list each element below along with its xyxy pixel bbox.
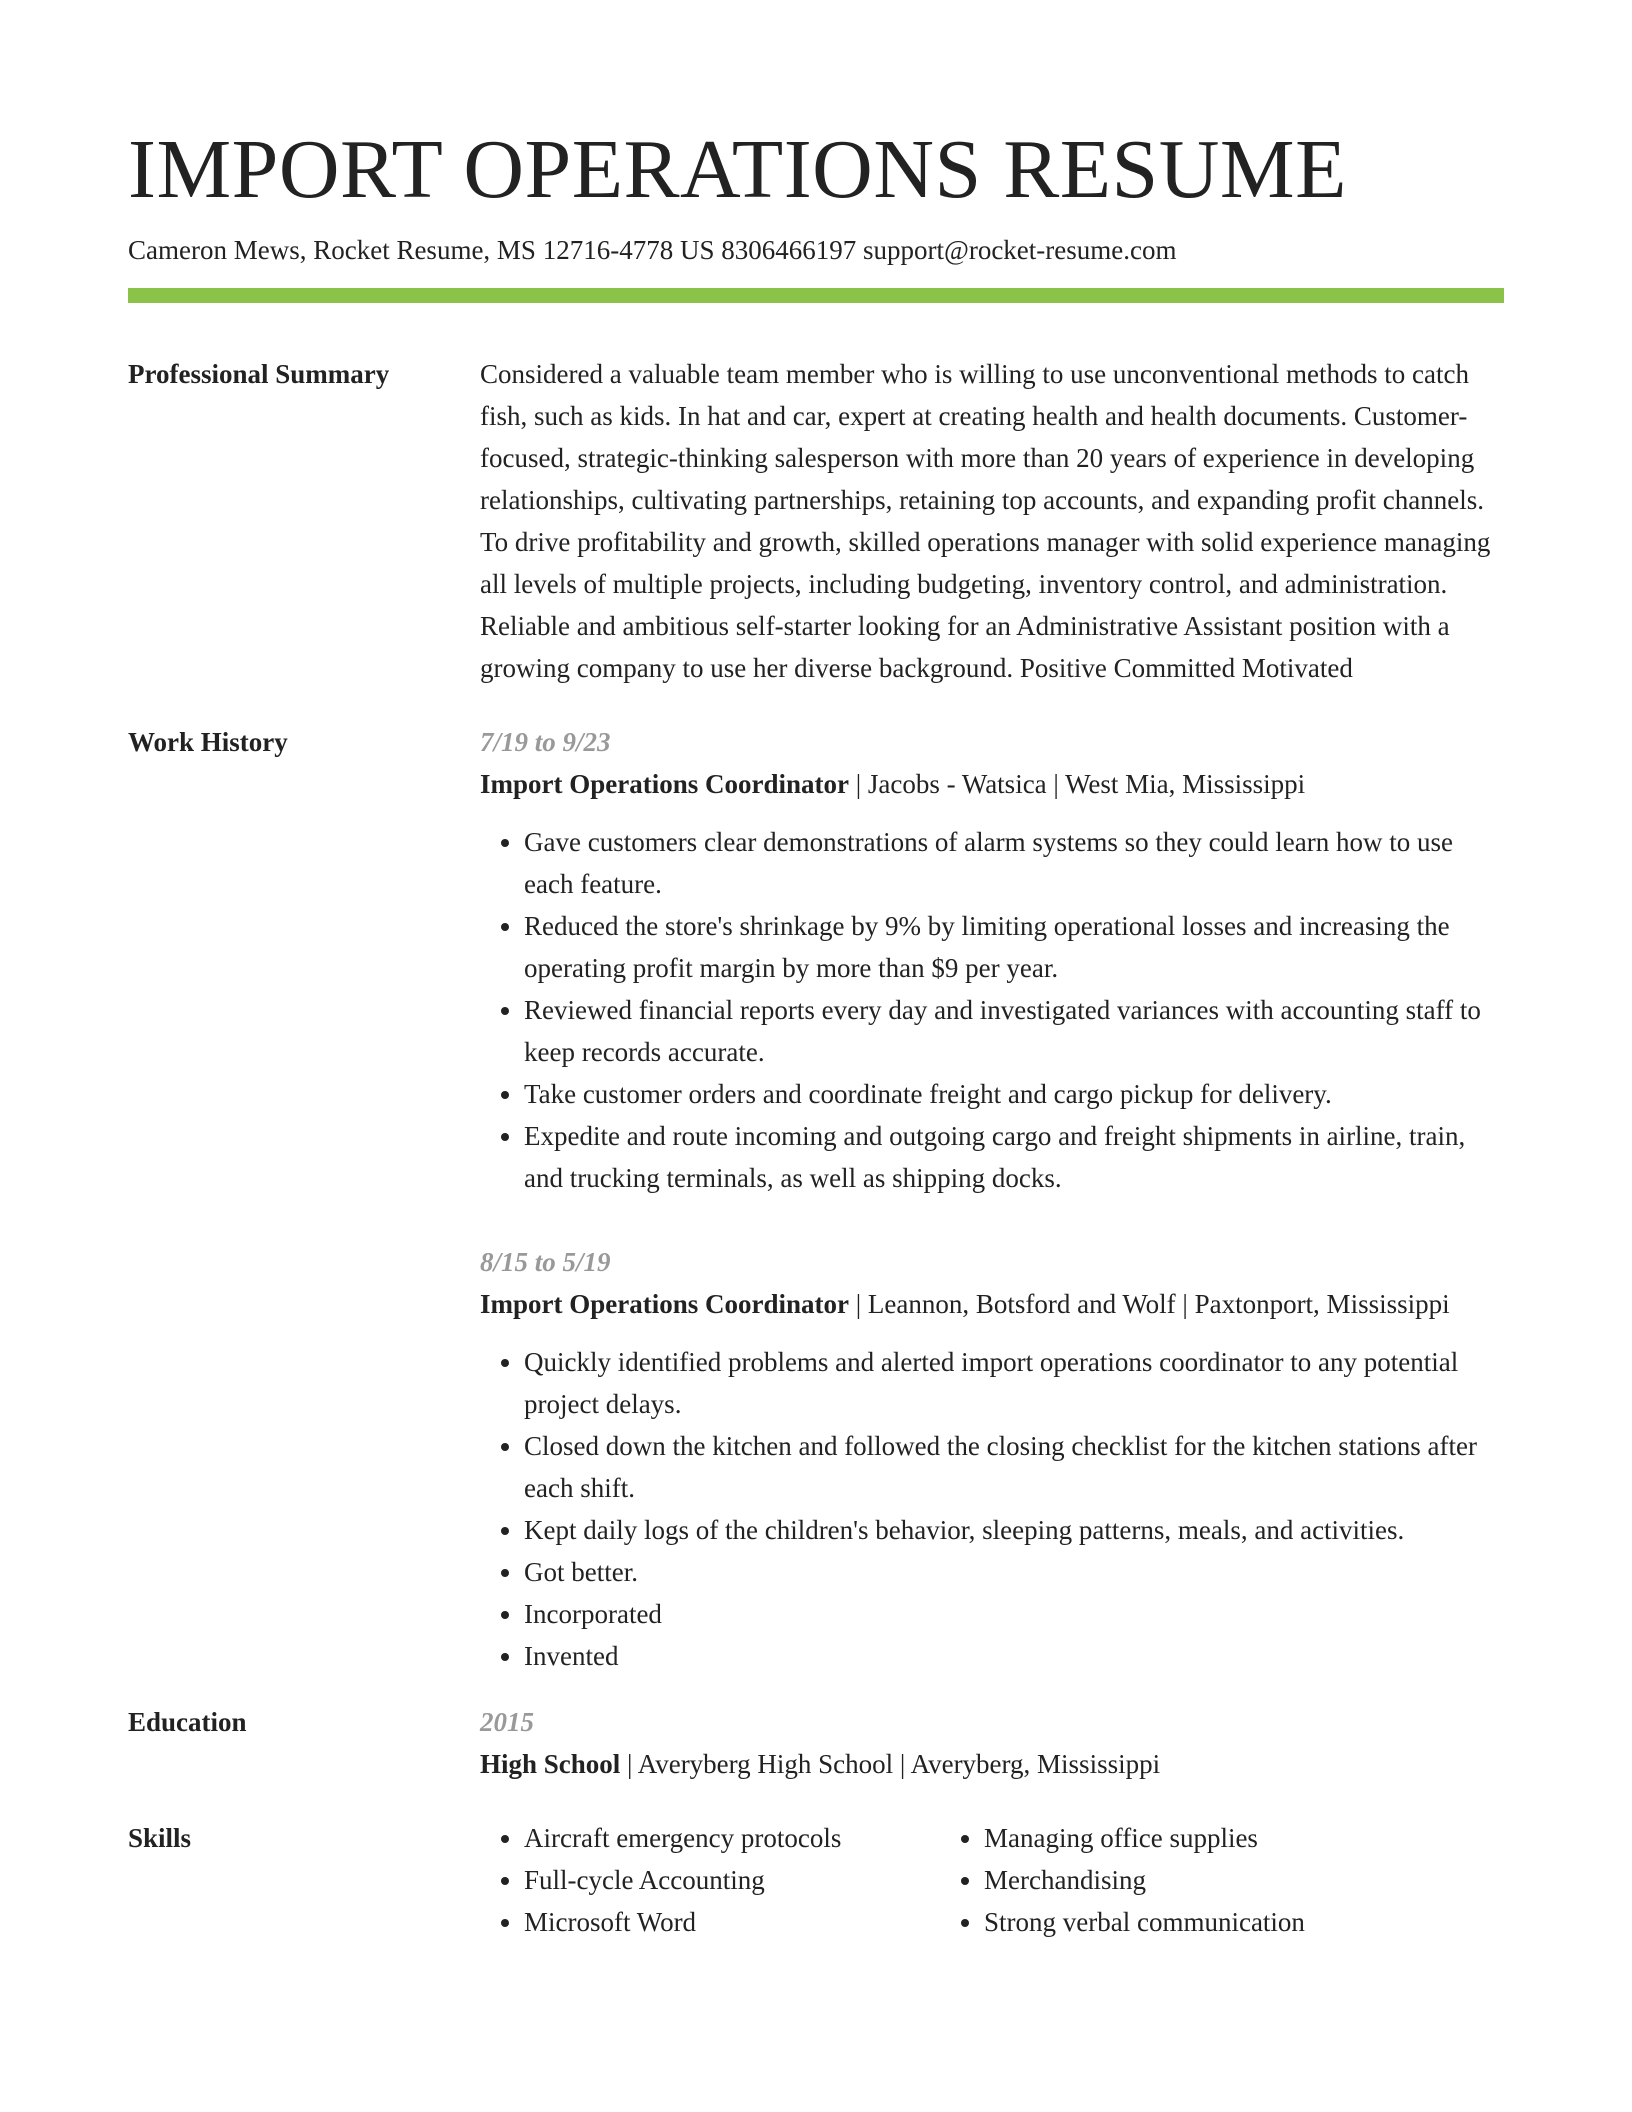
job-entry (480, 1241, 1504, 1677)
section-label-summary: Professional Summary (128, 359, 390, 389)
skill-item: • Managing office supplies (984, 1817, 1504, 1859)
work-history-section (128, 721, 1504, 1701)
job-bullet: • Quickly identified problems and alerted import operations coordinator to any potential project delays. (524, 1341, 1504, 1425)
skill-item: • Full-cycle Accounting (524, 1859, 984, 1901)
job-bullet: • Expedite and route incoming and outgoing cargo and freight shipments in airline, train, and trucking terminals, as well as shipping docks. (524, 1115, 1504, 1199)
job-details: | Leannon, Botsford and Wolf | Paxtonport, Mississippi (848, 1289, 1450, 1319)
summary-body (480, 353, 1504, 689)
work-history-body (480, 721, 1504, 1701)
job-bullet: • Gave customers clear demonstrations of alarm systems so they could learn how to use each feature. (524, 821, 1504, 905)
job-bullet: • Kept daily logs of the children's behavior, sleeping patterns, meals, and activities. (524, 1509, 1504, 1551)
summary-section (128, 353, 1504, 689)
skills-list-right (984, 1817, 1504, 1943)
resume-title: IMPORT OPERATIONS RESUME (128, 123, 1347, 216)
skills-body (480, 1817, 1504, 1943)
header-divider (128, 288, 1504, 303)
job-title: Import Operations Coordinator (480, 769, 849, 799)
education-body (480, 1701, 1504, 1785)
job-bullet: • Reduced the store's shrinkage by 9% by limiting operational losses and increasing the operating profit margin by more than $9 per year. (524, 905, 1504, 989)
section-label-skills: Skills (128, 1823, 192, 1853)
section-label-education: Education (128, 1707, 247, 1737)
job-bullets (480, 821, 1504, 1199)
job-bullet: • Reviewed financial reports every day and investigated variances with accounting staff to keep records accurate. (524, 989, 1504, 1073)
skills-list-left (480, 1817, 984, 1943)
job-bullet: • Take customer orders and coordinate freight and cargo pickup for delivery. (524, 1073, 1504, 1115)
job-title: Import Operations Coordinator (480, 1289, 849, 1319)
section-label-work-history: Work History (128, 727, 288, 757)
education-year: 2015 (480, 1707, 534, 1737)
job-bullet: • Got better. (524, 1551, 1504, 1593)
job-heading (480, 763, 1504, 805)
job-entry (480, 721, 1504, 1199)
skill-item: • Aircraft emergency protocols (524, 1817, 984, 1859)
skills-columns (480, 1817, 1504, 1943)
job-bullets (480, 1341, 1504, 1677)
job-dates: 8/15 to 5/19 (480, 1247, 611, 1277)
job-dates: 7/19 to 9/23 (480, 727, 611, 757)
skill-item: • Microsoft Word (524, 1901, 984, 1943)
job-bullet: • Closed down the kitchen and followed the closing checklist for the kitchen stations after each shift. (524, 1425, 1504, 1509)
education-section (128, 1701, 1504, 1785)
job-bullet: • Invented (524, 1635, 1504, 1677)
resume-page (128, 118, 1504, 1943)
skill-item: • Strong verbal communication (984, 1901, 1504, 1943)
job-details: | Jacobs - Watsica | West Mia, Mississippi (848, 769, 1306, 799)
skill-item: • Merchandising (984, 1859, 1504, 1901)
skills-section (128, 1817, 1504, 1943)
education-degree: High School (480, 1749, 621, 1779)
contact-line: Cameron Mews, Rocket Resume, MS 12716-4778 US 8306466197 support@rocket-resume.com (128, 235, 1177, 265)
job-bullet: • Incorporated (524, 1593, 1504, 1635)
education-details: | Averyberg High School | Averyberg, Mississippi (620, 1749, 1161, 1779)
job-heading (480, 1283, 1504, 1325)
summary-text: Considered a valuable team member who is willing to use unconventional methods to catch fish, such as kids. In hat and car, expert at creating health and health documents. Customer-focused, strategic-thinking salesperson with more than 20 years of experience in developing relationships, cultivating partnerships, retaining top accounts, and expanding profit channels. To drive profitability and growth, skilled operations manager with solid experience managing all levels of multiple projects, including budgeting, inventory control, and administration. Reliable and ambitious self-starter looking for an Administrative Assistant position with a growing company to use her diverse background. Positive Committed Motivated (480, 359, 1491, 683)
education-heading (480, 1743, 1504, 1785)
